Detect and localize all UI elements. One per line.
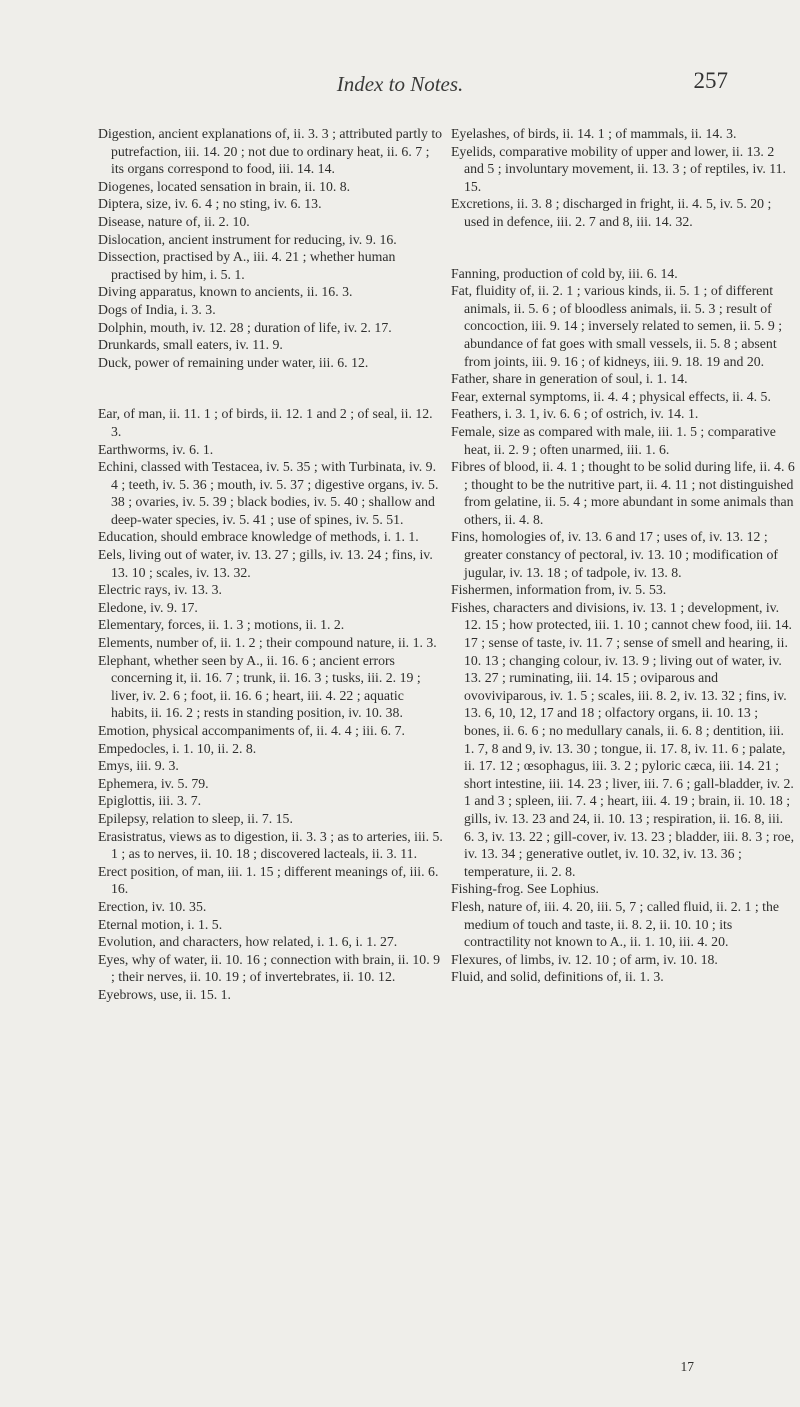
index-entry: Ear, of man, ii. 11. 1 ; of birds, ii. 12. 1 and 2 ; of seal, ii. 12. 3. (98, 406, 433, 439)
index-entry: Elephant, whether seen by A., ii. 16. 6 ; ancient errors concerning it, ii. 16. 7 ; trunk, ii. 16. 3 ; tusks, iii. 2. 19 ; liver, iv. 2. 6 ; foot, ii. 16. 6 ; heart, iii. 4. 22 ; aquatic habits, ii. 16. 2 ; rests in standing position, iv. 10. 38. (98, 652, 421, 721)
index-entry: Earthworms, iv. 6. 1. (98, 441, 214, 457)
index-entry: Ephemera, iv. 5. 79. (98, 775, 209, 791)
index-entry: Dolphin, mouth, iv. 12. 28 ; duration of life, iv. 2. 17. (98, 319, 392, 335)
index-entry: Echini, classed with Testacea, iv. 5. 35 ; with Turbinata, iv. 9. 4 ; teeth, iv. 5. 36 ; mouth, iv. 5. 37 ; digestive organs, iv. 5. 38 ; ovaries, iv. 5. 39 ; black bodies, iv. 5. 40 ; shallow and deep-water species, iv. 5. 41 ; use of spines, iv. 5. 51. (98, 459, 439, 527)
index-entry: Epilepsy, relation to sleep, ii. 7. 15. (98, 810, 293, 826)
index-entry: Eledone, iv. 9. 17. (98, 599, 198, 615)
index-entry: Diving apparatus, known to ancients, ii. 16. 3. (98, 284, 353, 300)
index-entry: Eels, living out of water, iv. 13. 27 ; gills, iv. 13. 24 ; fins, iv. 13. 10 ; scales, iv. 13. 32. (98, 547, 433, 580)
group-gap (451, 231, 796, 265)
index-entry: Elementary, forces, ii. 1. 3 ; motions, ii. 1. 2. (98, 617, 345, 633)
index-entry: Eyelids, comparative mobility of upper and lower, ii. 13. 2 and 5 ; involuntary movement, ii. 13. 3 ; of reptiles, iv. 11. 15. (451, 143, 787, 194)
index-entry: Disease, nature of, ii. 2. 10. (98, 213, 250, 229)
index-entry: Fishermen, information from, iv. 5. 53. (451, 582, 667, 598)
index-entry: Dogs of India, i. 3. 3. (98, 301, 216, 317)
index-entry: Diptera, size, iv. 6. 4 ; no sting, iv. 6. 13. (98, 196, 322, 212)
signature-mark: 17 (680, 1359, 694, 1374)
index-entry: Fanning, production of cold by, iii. 6. 14. (451, 265, 678, 281)
index-entry: Flesh, nature of, iii. 4. 20, iii. 5, 7 ; called fluid, ii. 2. 1 ; the medium of touch and taste, ii. 8. 2, ii. 10. 10 ; its contractility not known to A., ii. 1. 10, iii. 4. 20. (451, 898, 780, 950)
index-entry: Emys, iii. 9. 3. (98, 758, 179, 774)
index-entry: Dislocation, ancient instrument for reducing, iv. 9. 16. (98, 231, 397, 247)
index-entry: Evolution, and characters, how related, i. 1. 6, i. 1. 27. (98, 934, 398, 950)
index-entry: Empedocles, i. 1. 10, ii. 2. 8. (98, 740, 257, 756)
index-entry: Elements, number of, ii. 1. 2 ; their compound nature, ii. 1. 3. (98, 635, 437, 651)
index-entry: Digestion, ancient explanations of, ii. 3. 3 ; attributed partly to putrefaction, iii. 14. 20 ; not due to ordinary heat, ii. 6. 7 ; its organs correspond to food, iii. 14. 14. (98, 126, 443, 177)
index-entry: Fear, external symptoms, ii. 4. 4 ; physical effects, ii. 4. 5. (451, 388, 771, 404)
index-entry: Fishes, characters and divisions, iv. 13. 1 ; development, iv. 12. 15 ; how protected, iii. 1. 10 ; cannot chew food, iii. 14. 17 ; sense of taste, iv. 11. 7 ; sense of smell and hearing, ii. 10. 13 ; changing colour, iv. 13. 9 ; living out of water, iv. 13. 27 ; ruminating, iii. 14. 15 ; oviparous and ovoviviparous, iv. 1. 5 ; scales, iii. 8. 2, iv. 13. 32 ; fins, iv. 13. 6, 10, 12, 17 and 18 ; olfactory organs, ii. 10. 13 ; bones, ii. 6. 6 ; no medullary canals, ii. 6. 8 ; dentition, iii. 1. 7, 8 and 9, iv. 13. 30 ; tongue, ii. 17. 8, iv. 11. 6 ; palate, ii. 17. 12 ; œsophagus, iii. 3. 2 ; pyloric cæca, iii. 14. 21 ; short intestine, iii. 14. 23 ; liver, iii. 7. 6 ; gall-bladder, iv. 2. 1 and 3 ; spleen, iii. 7. 4 ; heart, iii. 4. 19 ; brain, ii. 10. 18 ; gills, iv. 13. 23 and 24, ii. 10. 13 ; respiration, ii. 16. 8, iii. 6. 3, iv. 13. 22 ; gill-cover, iv. 13. 23 ; bladder, iii. 8. 3 ; roe, iv. 13. 34 ; generative outlet, iv. 10. 32, iv. 13. 36 ; temperature, ii. 2. 8. (451, 599, 795, 879)
index-entry: Fibres of blood, ii. 4. 1 ; thought to be solid during life, ii. 4. 6 ; thought to be the nutritive part, ii. 4. 11 ; not distinguished from gelatine, ii. 5. 4 ; more abundant in some animals than others, ii. 4. 8. (451, 459, 795, 527)
index-entry: Electric rays, iv. 13. 3. (98, 582, 223, 598)
index-column-left (98, 125, 443, 1004)
index-entry: Eyelashes, of birds, ii. 14. 1 ; of mammals, ii. 14. 3. (451, 126, 737, 141)
index-entry: Fishing-frog. See Lophius. (451, 881, 599, 897)
index-entry: Emotion, physical accompaniments of, ii. 4. 4 ; iii. 6. 7. (98, 723, 405, 738)
index-entry: Eternal motion, i. 1. 5. (98, 916, 223, 932)
index-entry: Education, should embrace knowledge of methods, i. 1. 1. (98, 529, 419, 545)
index-entry: Eyes, why of water, ii. 10. 16 ; connection with brain, ii. 10. 9 ; their nerves, ii. 10. 19 ; of invertebrates, ii. 10. 12. (98, 951, 441, 985)
index-entry: Duck, power of remaining under water, iii. 6. 12. (98, 354, 369, 370)
index-entry: Father, share in generation of soul, i. 1. 14. (451, 371, 688, 387)
index-entry: Dissection, practised by A., iii. 4. 21 ; whether human practised by him, i. 5. 1. (98, 249, 396, 282)
index-entry: Erasistratus, views as to digestion, ii. 3. 3 ; as to arteries, iii. 5. 1 ; as to nerves, ii. 10. 18 ; discovered lacteals, ii. 3. 11. (98, 828, 443, 862)
running-title: Index to Notes. (336, 72, 464, 96)
index-entry: Feathers, i. 3. 1, iv. 6. 6 ; of ostrich, iv. 14. 1. (451, 406, 699, 422)
index-entry: Drunkards, small eaters, iv. 11. 9. (98, 337, 283, 353)
page-header (0, 66, 800, 106)
index-entry: Eyebrows, use, ii. 15. 1. (98, 986, 231, 1002)
group-gap (98, 371, 443, 405)
index-entry: Female, size as compared with male, iii. 1. 5 ; comparative heat, ii. 2. 9 ; often unarmed, iii. 1. 6. (451, 423, 776, 457)
index-entry: Erect position, of man, iii. 1. 15 ; different meanings of, iii. 6. 16. (98, 863, 439, 897)
page-number: 257 (693, 68, 728, 93)
index-entry: Epiglottis, iii. 3. 7. (98, 793, 202, 809)
index-group-e-continued (451, 125, 796, 231)
index-entry: Diogenes, located sensation in brain, ii. 10. 8. (98, 178, 351, 194)
index-entry: Flexures, of limbs, iv. 12. 10 ; of arm, iv. 10. 18. (451, 951, 718, 967)
index-entry: Fins, homologies of, iv. 13. 6 and 17 ; uses of, iv. 13. 12 ; greater constancy of pectoral, iv. 13. 10 ; modification of jugular, iv. 13. 18 ; of tadpole, iv. 13. 8. (451, 529, 779, 580)
index-column-right (451, 125, 796, 986)
index-group-e (98, 405, 443, 1003)
index-entry: Excretions, ii. 3. 8 ; discharged in fright, ii. 4. 5, iv. 5. 20 ; used in defence, iii. 2. 7 and 8, iii. 14. 32. (451, 196, 772, 229)
index-group-d (98, 125, 443, 371)
index-group-f (451, 265, 796, 986)
index-entry: Erection, iv. 10. 35. (98, 898, 207, 914)
index-entry: Fat, fluidity of, ii. 2. 1 ; various kinds, ii. 5. 1 ; of different animals, ii. 5. 6 ; of bloodless animals, ii. 5. 3 ; result of concoction, iii. 9. 14 ; inversely related to semen, ii. 5. 9 ; abundance of fat goes with small vessels, ii. 5. 8 ; absent from joints, iii. 9. 16 ; of kidneys, iii. 9. 18. 19 and 20. (451, 283, 783, 369)
index-entry: Fluid, and solid, definitions of, ii. 1. 3. (451, 969, 664, 985)
